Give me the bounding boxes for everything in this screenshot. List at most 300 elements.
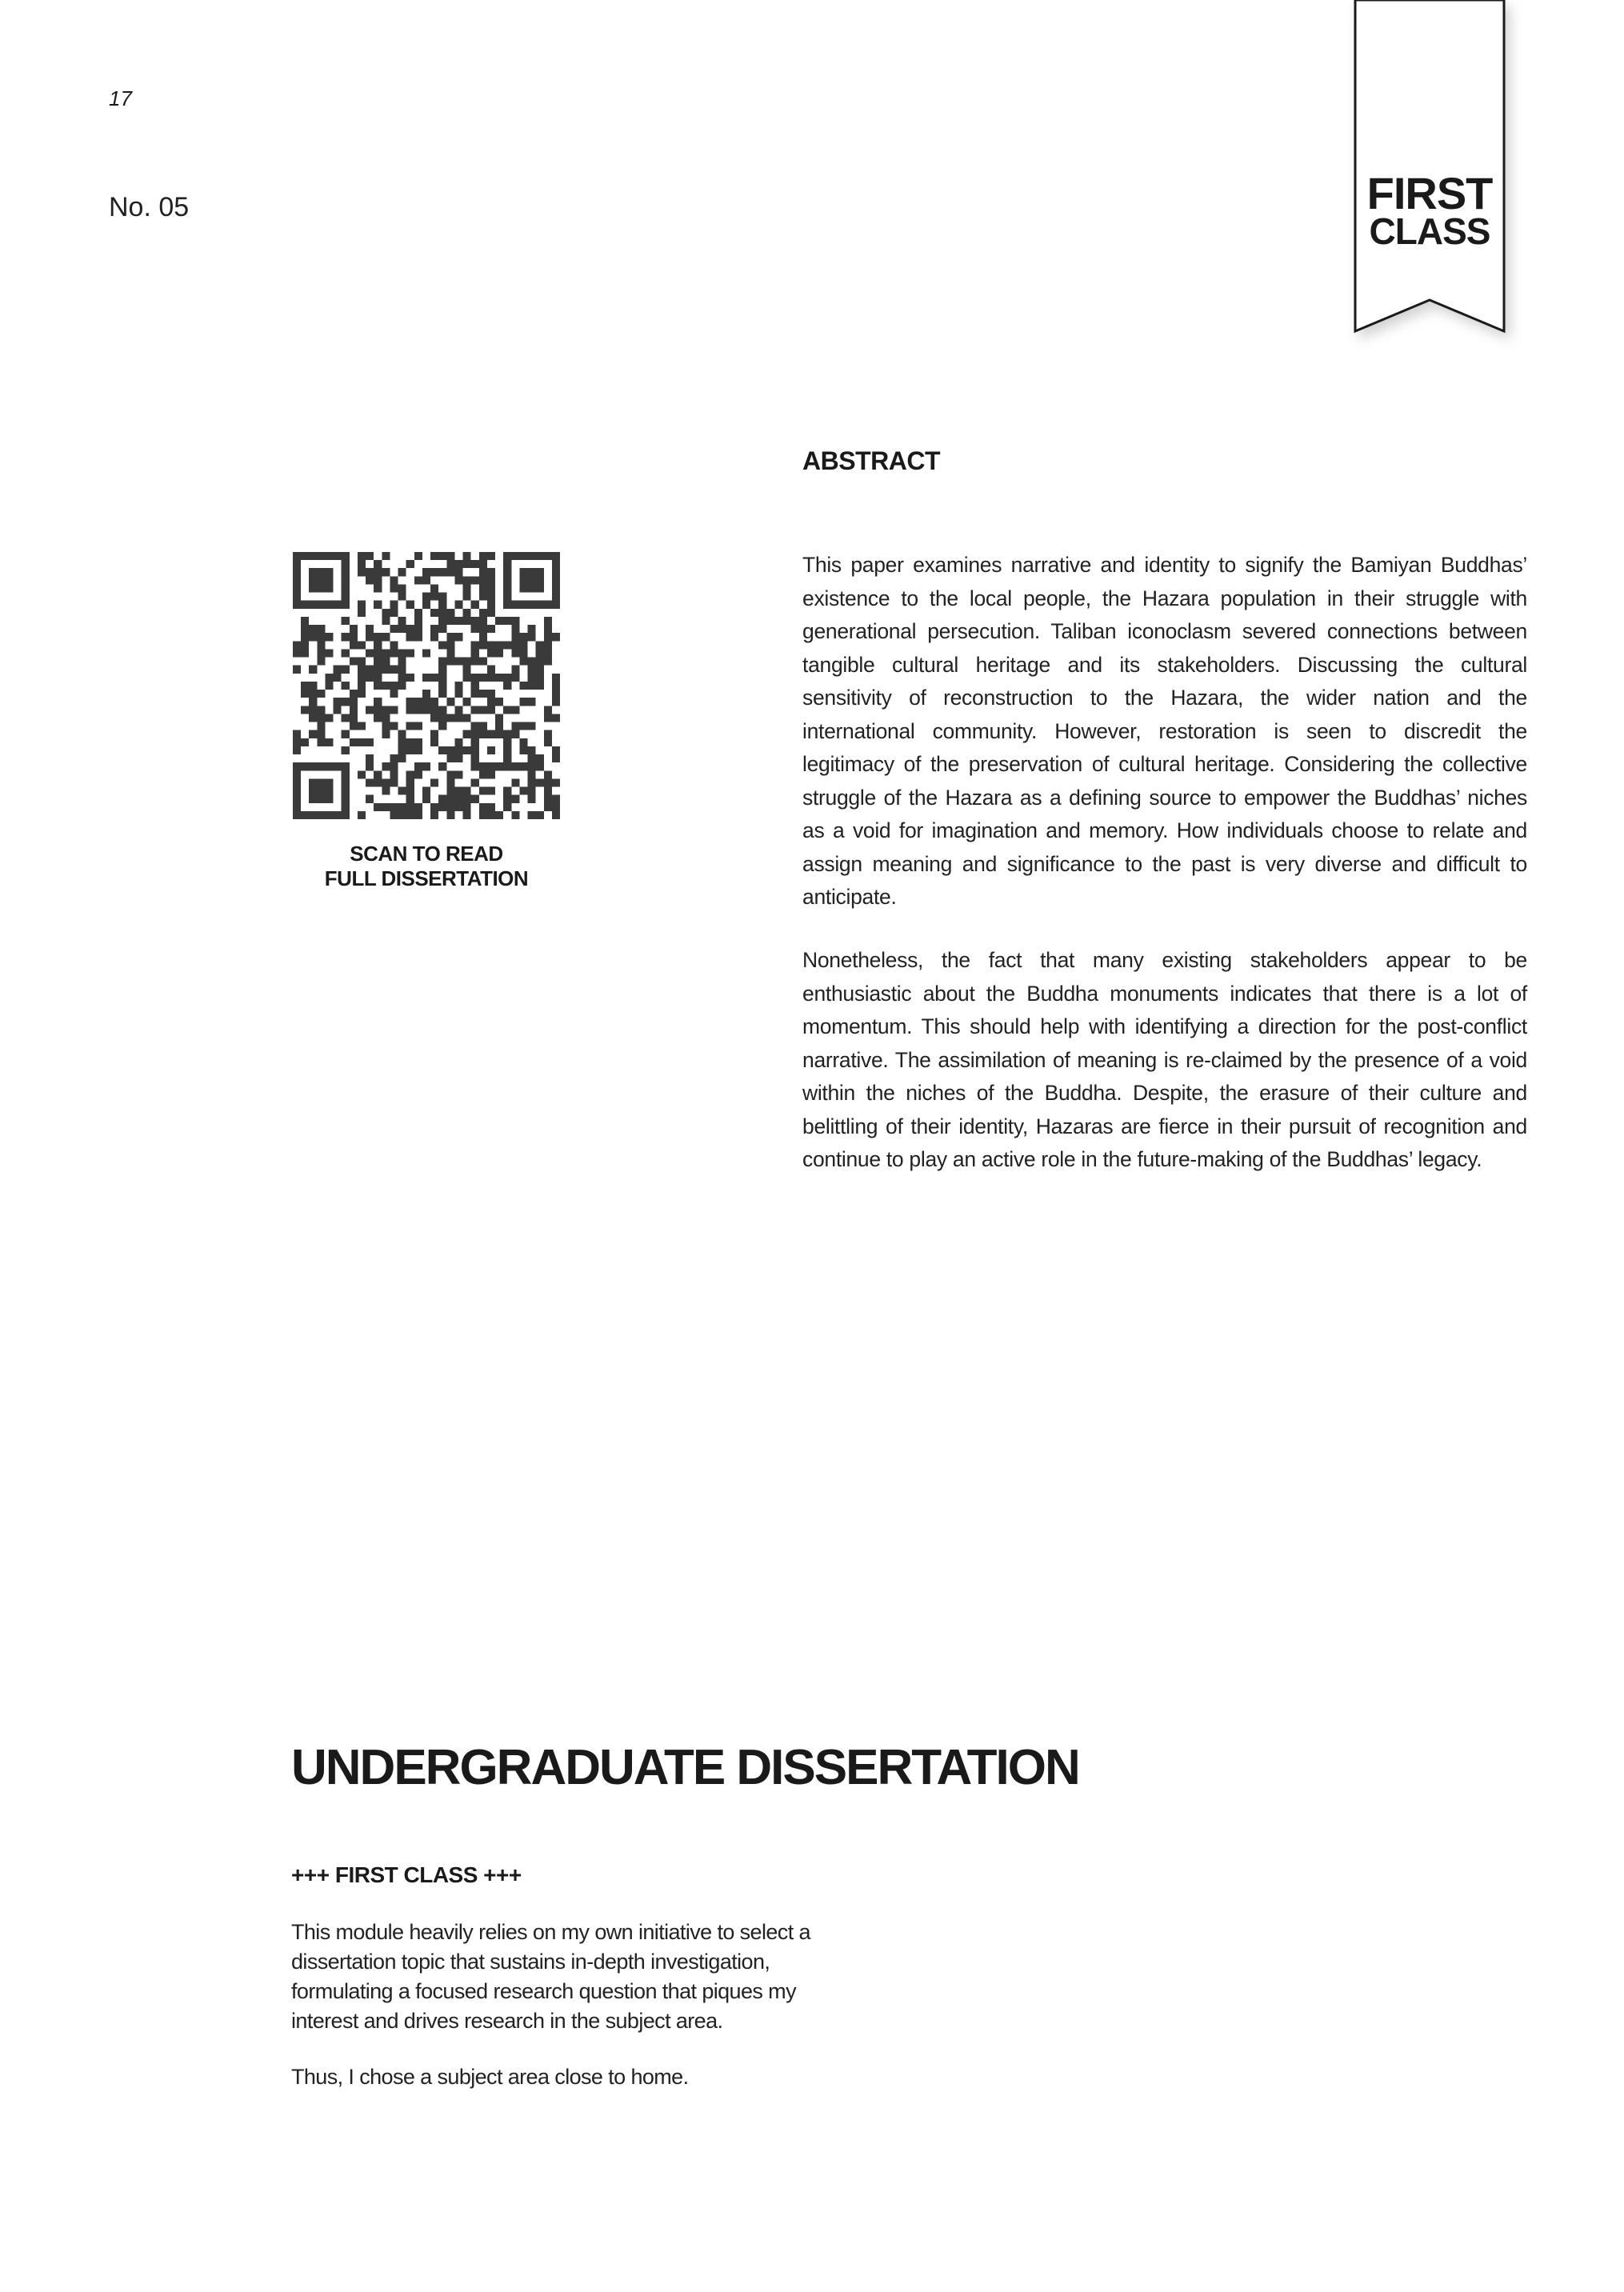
qr-module bbox=[552, 714, 560, 722]
qr-module bbox=[317, 601, 325, 609]
qr-module bbox=[293, 576, 301, 584]
qr-module bbox=[309, 714, 317, 722]
qr-module bbox=[406, 649, 414, 657]
qr-module bbox=[463, 787, 471, 795]
qr-module bbox=[342, 633, 350, 641]
qr-module bbox=[536, 682, 544, 690]
qr-module bbox=[511, 552, 519, 560]
qr-module bbox=[342, 762, 350, 770]
qr-module bbox=[463, 560, 471, 568]
qr-module bbox=[358, 682, 366, 690]
qr-module bbox=[536, 552, 544, 560]
qr-module bbox=[552, 811, 560, 819]
qr-module bbox=[446, 714, 454, 722]
qr-module bbox=[358, 568, 366, 576]
qr-module bbox=[495, 641, 503, 649]
qr-module bbox=[342, 778, 350, 786]
qr-code[interactable] bbox=[293, 552, 560, 819]
qr-module bbox=[552, 795, 560, 803]
qr-module bbox=[479, 584, 487, 592]
qr-module bbox=[398, 730, 406, 738]
qr-module bbox=[463, 746, 471, 754]
qr-module bbox=[422, 698, 430, 706]
qr-module bbox=[430, 738, 438, 746]
qr-module bbox=[358, 658, 366, 666]
qr-module bbox=[528, 658, 536, 666]
qr-module bbox=[358, 552, 366, 560]
qr-module bbox=[382, 803, 390, 811]
qr-module bbox=[454, 706, 462, 714]
qr-module bbox=[552, 601, 560, 609]
qr-module bbox=[334, 674, 342, 682]
qr-module bbox=[528, 762, 536, 770]
qr-module bbox=[544, 649, 552, 657]
qr-module bbox=[487, 666, 495, 674]
qr-module bbox=[511, 722, 519, 730]
qr-module bbox=[471, 762, 479, 770]
qr-module bbox=[438, 552, 446, 560]
qr-module bbox=[317, 778, 325, 786]
qr-module bbox=[374, 682, 382, 690]
qr-module bbox=[503, 593, 511, 601]
qr-module bbox=[358, 690, 366, 698]
qr-module bbox=[463, 803, 471, 811]
qr-module bbox=[317, 568, 325, 576]
qr-module bbox=[446, 811, 454, 819]
qr-module bbox=[487, 770, 495, 778]
qr-module bbox=[479, 658, 487, 666]
qr-module bbox=[503, 787, 511, 795]
qr-module bbox=[536, 584, 544, 592]
qr-module bbox=[438, 593, 446, 601]
qr-module bbox=[358, 601, 366, 609]
ribbon-label bbox=[1354, 168, 1506, 253]
qr-module bbox=[358, 738, 366, 746]
qr-module bbox=[463, 584, 471, 592]
qr-module bbox=[301, 617, 309, 625]
qr-module bbox=[487, 803, 495, 811]
qr-module bbox=[398, 738, 406, 746]
qr-module bbox=[503, 601, 511, 609]
qr-module bbox=[471, 617, 479, 625]
qr-module bbox=[471, 658, 479, 666]
qr-module bbox=[309, 795, 317, 803]
qr-module bbox=[350, 722, 358, 730]
qr-module bbox=[382, 730, 390, 738]
qr-module bbox=[430, 584, 438, 592]
qr-module bbox=[479, 617, 487, 625]
qr-module bbox=[398, 666, 406, 674]
qr-module bbox=[414, 803, 422, 811]
qr-module bbox=[406, 560, 414, 568]
qr-module bbox=[317, 552, 325, 560]
qr-module bbox=[544, 601, 552, 609]
qr-module bbox=[317, 787, 325, 795]
qr-module bbox=[293, 560, 301, 568]
qr-module bbox=[479, 641, 487, 649]
qr-module bbox=[487, 746, 495, 754]
qr-module bbox=[398, 625, 406, 633]
qr-module bbox=[301, 633, 309, 641]
qr-module bbox=[358, 811, 366, 819]
qr-module bbox=[390, 778, 398, 786]
qr-module bbox=[350, 714, 358, 722]
qr-module bbox=[414, 625, 422, 633]
qr-module bbox=[406, 746, 414, 754]
qr-module bbox=[487, 811, 495, 819]
qr-module bbox=[325, 584, 333, 592]
qr-module bbox=[366, 666, 374, 674]
qr-module bbox=[536, 754, 544, 762]
qr-module bbox=[503, 641, 511, 649]
qr-module bbox=[479, 576, 487, 584]
qr-module bbox=[366, 754, 374, 762]
qr-module bbox=[309, 625, 317, 633]
qr-module bbox=[463, 698, 471, 706]
qr-module bbox=[309, 730, 317, 738]
qr-module bbox=[446, 568, 454, 576]
ribbon-label-line1: FIRST bbox=[1366, 168, 1493, 218]
qr-module bbox=[406, 722, 414, 730]
qr-module bbox=[511, 762, 519, 770]
qr-module bbox=[301, 690, 309, 698]
qr-module bbox=[479, 633, 487, 641]
qr-module bbox=[471, 746, 479, 754]
qr-module bbox=[366, 674, 374, 682]
qr-module bbox=[511, 795, 519, 803]
qr-module bbox=[528, 787, 536, 795]
qr-module bbox=[374, 633, 382, 641]
qr-module bbox=[342, 746, 350, 754]
qr-module bbox=[350, 633, 358, 641]
qr-module bbox=[374, 568, 382, 576]
qr-module bbox=[406, 698, 414, 706]
qr-module bbox=[528, 754, 536, 762]
qr-module bbox=[334, 811, 342, 819]
qr-module bbox=[438, 746, 446, 754]
qr-module bbox=[519, 746, 527, 754]
qr-module bbox=[334, 698, 342, 706]
qr-module bbox=[487, 649, 495, 657]
qr-module bbox=[309, 690, 317, 698]
qr-module bbox=[422, 576, 430, 584]
qr-module bbox=[374, 778, 382, 786]
qr-module bbox=[471, 706, 479, 714]
qr-module bbox=[479, 706, 487, 714]
qr-module bbox=[342, 576, 350, 584]
qr-module bbox=[342, 803, 350, 811]
qr-module bbox=[301, 682, 309, 690]
qr-module bbox=[544, 714, 552, 722]
qr-module bbox=[358, 722, 366, 730]
qr-module bbox=[446, 746, 454, 754]
qr-module bbox=[503, 754, 511, 762]
qr-module bbox=[382, 722, 390, 730]
qr-module bbox=[293, 795, 301, 803]
qr-module bbox=[438, 641, 446, 649]
qr-module bbox=[503, 568, 511, 576]
qr-module bbox=[374, 674, 382, 682]
qr-module bbox=[544, 552, 552, 560]
qr-module bbox=[446, 778, 454, 786]
qr-module bbox=[390, 584, 398, 592]
qr-module bbox=[325, 633, 333, 641]
qr-module bbox=[374, 560, 382, 568]
qr-module bbox=[293, 552, 301, 560]
qr-module bbox=[325, 649, 333, 657]
qr-module bbox=[414, 609, 422, 617]
qr-module bbox=[446, 552, 454, 560]
first-class-ribbon bbox=[1354, 0, 1514, 336]
qr-module bbox=[536, 778, 544, 786]
qr-module bbox=[374, 658, 382, 666]
qr-module bbox=[430, 633, 438, 641]
qr-module bbox=[414, 706, 422, 714]
qr-module bbox=[495, 714, 503, 722]
abstract-paragraph-2: Nonetheless, the fact that many existing stakeholders appear to be enthusiastic about the Buddha monuments indicates that there is a lot of momentum. This should help with identifying a direction for the post-conflict narrative. The assimilation of meaning is re-claimed by the presence of a void within the niches of the Buddha. Despite, the erasure of their culture and belittling of their identity, Hazaras are fierce in their pursuit of recognition and continue to play an active role in the future-making of the Buddhas’ legacy. bbox=[802, 948, 1527, 1171]
qr-module bbox=[317, 738, 325, 746]
qr-module bbox=[446, 649, 454, 657]
qr-module bbox=[446, 770, 454, 778]
qr-module bbox=[463, 730, 471, 738]
qr-module bbox=[511, 601, 519, 609]
qr-module bbox=[536, 811, 544, 819]
qr-module bbox=[438, 714, 446, 722]
qr-module bbox=[471, 682, 479, 690]
qr-module bbox=[519, 682, 527, 690]
qr-module bbox=[301, 706, 309, 714]
qr-module bbox=[350, 738, 358, 746]
qr-module bbox=[463, 617, 471, 625]
qr-module bbox=[406, 787, 414, 795]
qr-module bbox=[519, 649, 527, 657]
qr-module bbox=[317, 811, 325, 819]
qr-module bbox=[487, 568, 495, 576]
qr-module bbox=[511, 641, 519, 649]
qr-module bbox=[414, 633, 422, 641]
qr-module bbox=[438, 722, 446, 730]
qr-module bbox=[374, 714, 382, 722]
qr-module bbox=[325, 674, 333, 682]
qr-caption bbox=[293, 842, 560, 891]
qr-module bbox=[406, 674, 414, 682]
qr-module bbox=[309, 666, 317, 674]
qr-module bbox=[511, 666, 519, 674]
qr-module bbox=[471, 722, 479, 730]
qr-module bbox=[511, 811, 519, 819]
qr-module bbox=[382, 714, 390, 722]
qr-module bbox=[495, 762, 503, 770]
qr-module bbox=[446, 641, 454, 649]
qr-module bbox=[479, 811, 487, 819]
qr-module bbox=[471, 754, 479, 762]
qr-module bbox=[430, 674, 438, 682]
qr-module bbox=[552, 746, 560, 754]
qr-module bbox=[350, 658, 358, 666]
qr-module bbox=[325, 601, 333, 609]
qr-module bbox=[309, 633, 317, 641]
qr-module bbox=[487, 674, 495, 682]
qr-module bbox=[552, 778, 560, 786]
qr-module bbox=[293, 746, 301, 754]
qr-module bbox=[398, 682, 406, 690]
qr-module bbox=[325, 552, 333, 560]
qr-module bbox=[390, 722, 398, 730]
qr-module bbox=[374, 698, 382, 706]
qr-module bbox=[511, 674, 519, 682]
qr-module bbox=[471, 560, 479, 568]
qr-module bbox=[293, 649, 301, 657]
qr-module bbox=[446, 754, 454, 762]
qr-module bbox=[519, 576, 527, 584]
qr-module bbox=[463, 576, 471, 584]
qr-module bbox=[406, 770, 414, 778]
qr-module bbox=[293, 787, 301, 795]
qr-module bbox=[454, 633, 462, 641]
qr-module bbox=[438, 803, 446, 811]
qr-module bbox=[528, 746, 536, 754]
qr-module bbox=[301, 625, 309, 633]
qr-module bbox=[309, 698, 317, 706]
qr-module bbox=[366, 625, 374, 633]
qr-module bbox=[446, 698, 454, 706]
qr-module bbox=[463, 609, 471, 617]
qr-module bbox=[422, 795, 430, 803]
qr-module bbox=[552, 552, 560, 560]
qr-module bbox=[511, 617, 519, 625]
qr-module bbox=[528, 795, 536, 803]
qr-module bbox=[454, 601, 462, 609]
qr-module bbox=[342, 787, 350, 795]
qr-module bbox=[430, 730, 438, 738]
qr-caption-line1: SCAN TO READ bbox=[350, 842, 503, 866]
qr-module bbox=[495, 649, 503, 657]
qr-module bbox=[350, 698, 358, 706]
qr-module bbox=[463, 666, 471, 674]
qr-module bbox=[390, 770, 398, 778]
qr-module bbox=[309, 584, 317, 592]
qr-module bbox=[471, 674, 479, 682]
qr-module bbox=[544, 778, 552, 786]
qr-module bbox=[503, 803, 511, 811]
qr-module bbox=[414, 617, 422, 625]
qr-module bbox=[528, 770, 536, 778]
qr-module bbox=[528, 698, 536, 706]
qr-module bbox=[528, 576, 536, 584]
qr-module bbox=[366, 706, 374, 714]
qr-module bbox=[309, 576, 317, 584]
qr-module bbox=[325, 762, 333, 770]
qr-module bbox=[414, 746, 422, 754]
qr-module bbox=[293, 641, 301, 649]
qr-module bbox=[471, 601, 479, 609]
qr-module bbox=[552, 803, 560, 811]
qr-module bbox=[552, 568, 560, 576]
qr-module bbox=[446, 560, 454, 568]
qr-module bbox=[511, 706, 519, 714]
qr-module bbox=[463, 552, 471, 560]
qr-module bbox=[519, 552, 527, 560]
qr-module bbox=[414, 698, 422, 706]
qr-module bbox=[544, 730, 552, 738]
qr-module bbox=[487, 601, 495, 609]
qr-module bbox=[544, 770, 552, 778]
qr-module bbox=[366, 649, 374, 657]
qr-module bbox=[503, 746, 511, 754]
qr-module bbox=[293, 811, 301, 819]
module-description: This module heavily relies on my own initiative to select a dissertation topic that sustains in-depth investigation, formulating a focused research question that piques my interest and drives research in the subject area. bbox=[291, 1920, 810, 2033]
qr-module bbox=[350, 706, 358, 714]
qr-module bbox=[438, 674, 446, 682]
qr-module bbox=[544, 738, 552, 746]
qr-module bbox=[536, 674, 544, 682]
qr-module bbox=[536, 658, 544, 666]
qr-module bbox=[463, 795, 471, 803]
qr-module bbox=[390, 803, 398, 811]
qr-module bbox=[414, 722, 422, 730]
qr-module bbox=[487, 706, 495, 714]
qr-module bbox=[471, 576, 479, 584]
qr-module bbox=[430, 811, 438, 819]
qr-module bbox=[479, 787, 487, 795]
qr-module bbox=[471, 641, 479, 649]
qr-module bbox=[398, 746, 406, 754]
qr-module bbox=[511, 778, 519, 786]
qr-module bbox=[536, 576, 544, 584]
qr-module bbox=[374, 641, 382, 649]
qr-module bbox=[293, 593, 301, 601]
qr-module bbox=[479, 593, 487, 601]
qr-module bbox=[398, 649, 406, 657]
qr-module bbox=[487, 787, 495, 795]
qr-caption-line2: FULL DISSERTATION bbox=[324, 866, 529, 890]
qr-module bbox=[438, 617, 446, 625]
qr-module bbox=[503, 552, 511, 560]
qr-module bbox=[519, 584, 527, 592]
qr-module bbox=[309, 568, 317, 576]
qr-module bbox=[317, 706, 325, 714]
dissertation-title: UNDERGRADUATE DISSERTATION bbox=[291, 1740, 1079, 1795]
qr-module bbox=[293, 738, 301, 746]
qr-module bbox=[398, 754, 406, 762]
qr-module bbox=[414, 811, 422, 819]
qr-module bbox=[528, 584, 536, 592]
qr-module bbox=[398, 658, 406, 666]
qr-module bbox=[544, 617, 552, 625]
qr-module bbox=[471, 730, 479, 738]
qr-module bbox=[471, 625, 479, 633]
qr-module bbox=[382, 609, 390, 617]
qr-module bbox=[366, 738, 374, 746]
qr-module bbox=[374, 803, 382, 811]
qr-module bbox=[471, 795, 479, 803]
qr-module bbox=[454, 754, 462, 762]
qr-module bbox=[503, 738, 511, 746]
qr-module bbox=[495, 674, 503, 682]
qr-module bbox=[479, 690, 487, 698]
qr-module bbox=[552, 698, 560, 706]
qr-module bbox=[471, 778, 479, 786]
qr-module bbox=[406, 625, 414, 633]
qr-module bbox=[309, 778, 317, 786]
qr-module bbox=[430, 593, 438, 601]
qr-code-image bbox=[293, 552, 560, 819]
qr-module bbox=[301, 762, 309, 770]
qr-module bbox=[503, 584, 511, 592]
qr-module bbox=[519, 568, 527, 576]
qr-module bbox=[309, 787, 317, 795]
qr-module bbox=[495, 811, 503, 819]
